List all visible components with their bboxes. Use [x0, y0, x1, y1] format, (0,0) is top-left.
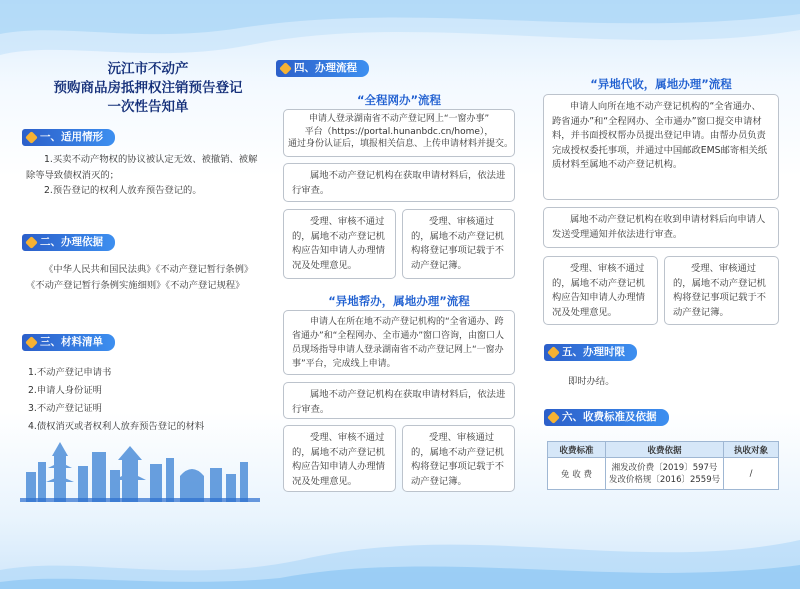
online-fail-box: 受理、审核不通过的，属地不动产登记机构应告知申请人办理情况及处理意见。 [283, 209, 396, 279]
online-step-1-line-3: 通过身份认证后，填报相关信息、上传申请材料并提交。 [288, 139, 514, 149]
title-line-3: 一次性告知单 [107, 99, 189, 115]
remote-collect-step-2-box: 属地不动产登记机构在收到申请材料后向申请人发送受理通知并依法进行审查。 [543, 207, 779, 248]
remote-help-step-1-box: 申请人在所在地不动产登记机构的“全省通办、跨省通办”和“全程网办、全市通办”窗口咨询，由窗口人员现场指导申请人登录湖南省不动产登记网上“一窗办事”平台，完成线上申请。 [283, 310, 515, 375]
remote-help-pass-box: 受理、审核通过的，属地不动产登记机构将登记事项记载于不动产登记簿。 [402, 425, 515, 492]
remote-help-step-2-box: 属地不动产登记机构在获取申请材料后，依法进行审查。 [283, 382, 515, 419]
fee-target-cell: / [724, 458, 779, 490]
applicable-cases-text [26, 152, 264, 199]
legal-basis-text: 《中华人民共和国民法典》《不动产登记暂行条例》《不动产登记暂行条例实施细则》《不动产登记规程》 [26, 264, 254, 291]
applicable-case-2: 2.预告登记的权利人放弃预告登记的。 [44, 185, 202, 196]
online-step-1-line-1: 申请人登录湖南省不动产登记网上“一窗办事” [308, 114, 490, 124]
material-item: 1.不动产登记申请书 [28, 367, 112, 378]
fee-basis-line-2: 发改价格规〔2016〕2559号 [608, 474, 721, 485]
applicable-case-1: 1.买卖不动产物权的协议被认定无效、被撤销、被解除等导致债权消灭的； [26, 154, 258, 181]
fee-basis-line-1: 湘发改价费〔2019〕597号 [611, 462, 718, 473]
material-item: 3.不动产登记证明 [28, 403, 102, 414]
document-title [48, 60, 248, 117]
fee-header-standard: 收费标准 [548, 442, 606, 458]
flow-title-online: “全程网办”流程 [356, 93, 442, 107]
section-heading-fees: 六、收费标准及依据 [544, 409, 669, 426]
fee-table-row [548, 458, 779, 490]
section-heading-legal-basis: 二、办理依据 [22, 234, 115, 251]
online-pass-box: 受理、审核通过的，属地不动产登记机构将登记事项记载于不动产登记簿。 [402, 209, 515, 279]
flow-title-remote-collect: “异地代收，属地办理”流程 [590, 77, 732, 91]
fee-standard-cell: 免 收 费 [548, 458, 606, 490]
online-step-1-box [283, 109, 515, 157]
online-step-1-line-2: 平台（https://portal.hunanbdc.cn/home）， [304, 126, 494, 137]
remote-collect-pass-box: 受理、审核通过的，属地不动产登记机构将登记事项记载于不动产登记簿。 [664, 256, 779, 325]
section-heading-materials: 三、材料清单 [22, 334, 115, 351]
fee-table-header-row [548, 442, 779, 458]
section-heading-applicable-cases: 一、适用情形 [22, 129, 115, 146]
section-heading-process: 四、办理流程 [276, 60, 369, 77]
material-item: 4.债权消灭或者权利人放弃预告登记的材料 [28, 421, 205, 432]
time-limit-text: 即时办结。 [568, 376, 615, 387]
title-line-1: 沅江市不动产 [107, 61, 189, 77]
remote-help-fail-box: 受理、审核不通过的，属地不动产登记机构应告知申请人办理情况及处理意见。 [283, 425, 396, 492]
fee-header-target: 执收对象 [724, 442, 779, 458]
remote-collect-fail-box: 受理、审核不通过的，属地不动产登记机构应告知申请人办理情况及处理意见。 [543, 256, 658, 325]
materials-list [28, 364, 268, 436]
online-step-2-box: 属地不动产登记机构在获取申请材料后，依法进行审查。 [283, 163, 515, 202]
material-item: 2.申请人身份证明 [28, 385, 102, 396]
title-line-2: 预购商品房抵押权注销预告登记 [53, 80, 243, 96]
fee-basis-cell [606, 458, 724, 490]
section-heading-time-limit: 五、办理时限 [544, 344, 637, 361]
fee-header-basis: 收费依据 [606, 442, 724, 458]
flow-title-remote-help: “异地帮办，属地办理”流程 [328, 294, 470, 308]
city-skyline-illustration [20, 432, 260, 502]
fee-table [547, 441, 779, 490]
remote-collect-step-1-box: 申请人向所在地不动产登记机构的“全省通办、跨省通办”和“全程网办、全市通办”窗口提交申请材料，并书面授权帮办员提出登记申请。由帮办员负责完成授权委托事项，并通过中国邮政EMS邮寄相关纸质材料至属地不动产登记机构。 [543, 94, 779, 200]
